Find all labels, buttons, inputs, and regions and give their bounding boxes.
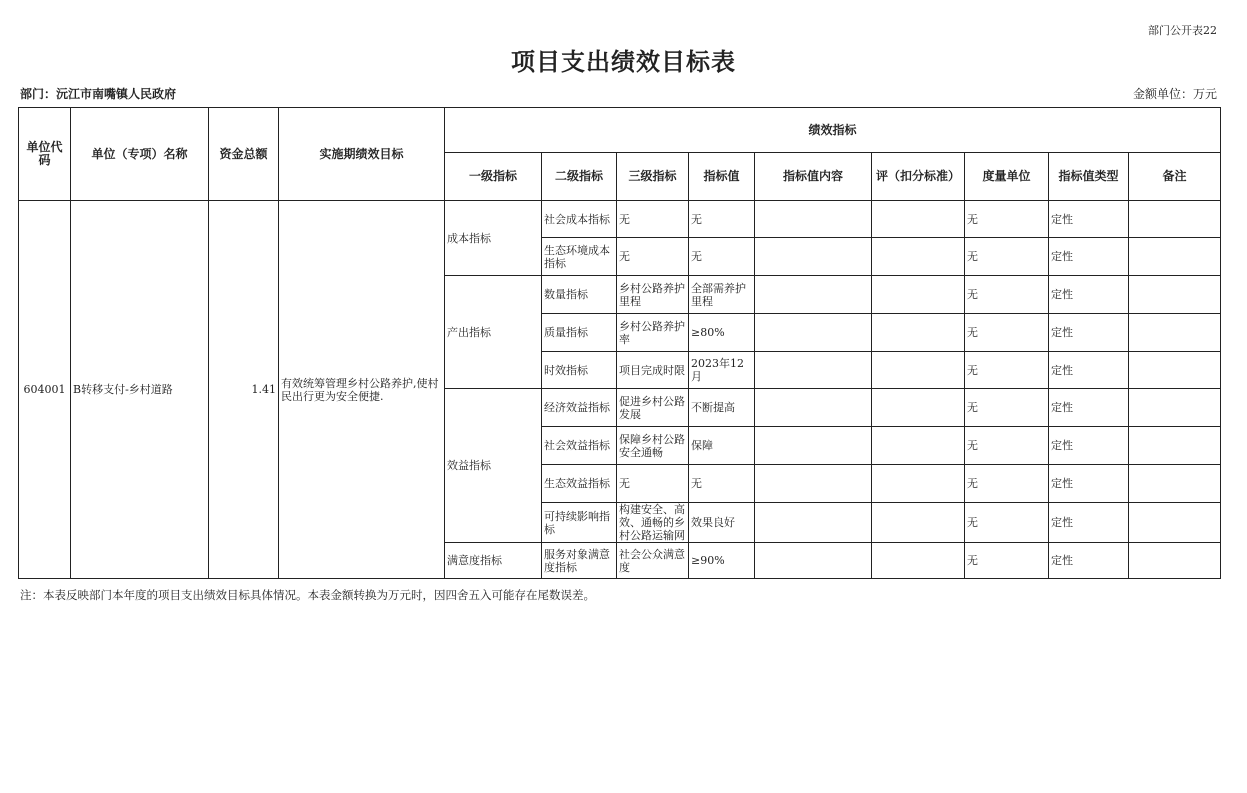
scoring-cell bbox=[872, 238, 965, 276]
footnote: 注：本表反映部门本年度的项目支出绩效目标具体情况。本表金额转换为万元时，因四舍五入可能存在尾数误差。 bbox=[20, 588, 595, 602]
level3-cell: 社会公众满意度 bbox=[617, 543, 689, 579]
value-content-cell bbox=[755, 201, 872, 238]
level1-cell: 产出指标 bbox=[445, 276, 542, 389]
value-content-cell bbox=[755, 276, 872, 314]
department-label: 部门：沅江市南嘴镇人民政府 bbox=[20, 87, 177, 101]
scoring-cell bbox=[872, 314, 965, 352]
measure-unit-cell: 无 bbox=[965, 238, 1049, 276]
value-type-cell: 定性 bbox=[1049, 427, 1129, 465]
value-cell: 无 bbox=[689, 465, 755, 503]
level1-cell: 满意度指标 bbox=[445, 543, 542, 579]
unit-code-cell: 604001 bbox=[19, 201, 71, 579]
amount-unit-label: 金额单位：万元 bbox=[1132, 87, 1217, 101]
level3-cell: 促进乡村公路发展 bbox=[617, 389, 689, 427]
measure-unit-cell: 无 bbox=[965, 543, 1049, 579]
remark-cell bbox=[1129, 314, 1221, 352]
value-cell: ≥80% bbox=[689, 314, 755, 352]
value-content-cell bbox=[755, 543, 872, 579]
unit-name-cell: B转移支付-乡村道路 bbox=[71, 201, 209, 579]
total-funds-cell: 1.41 bbox=[209, 201, 279, 579]
period-goal-cell: 有效统筹管理乡村公路养护,使村民出行更为安全便捷. bbox=[279, 201, 445, 579]
level2-cell: 社会成本指标 bbox=[542, 201, 617, 238]
value-type-cell: 定性 bbox=[1049, 465, 1129, 503]
remark-cell bbox=[1129, 503, 1221, 543]
header-measure-unit: 度量单位 bbox=[965, 153, 1049, 201]
level1-cell: 成本指标 bbox=[445, 201, 542, 276]
measure-unit-cell: 无 bbox=[965, 503, 1049, 543]
header-level2: 二级指标 bbox=[542, 153, 617, 201]
measure-unit-cell: 无 bbox=[965, 427, 1049, 465]
value-content-cell bbox=[755, 465, 872, 503]
value-content-cell bbox=[755, 427, 872, 465]
header-value: 指标值 bbox=[689, 153, 755, 201]
header-level3: 三级指标 bbox=[617, 153, 689, 201]
value-cell: 保障 bbox=[689, 427, 755, 465]
scoring-cell bbox=[872, 201, 965, 238]
measure-unit-cell: 无 bbox=[965, 465, 1049, 503]
level2-cell: 生态环境成本指标 bbox=[542, 238, 617, 276]
scoring-cell bbox=[872, 543, 965, 579]
level2-cell: 质量指标 bbox=[542, 314, 617, 352]
header-scoring: 评（扣分标准） bbox=[872, 153, 965, 201]
value-content-cell bbox=[755, 352, 872, 389]
value-type-cell: 定性 bbox=[1049, 201, 1129, 238]
header-perf-indicators: 绩效指标 bbox=[445, 108, 1221, 153]
header-total-funds: 资金总额 bbox=[209, 108, 279, 201]
measure-unit-cell: 无 bbox=[965, 201, 1049, 238]
level2-cell: 数量指标 bbox=[542, 276, 617, 314]
value-type-cell: 定性 bbox=[1049, 238, 1129, 276]
value-type-cell: 定性 bbox=[1049, 503, 1129, 543]
level2-cell: 时效指标 bbox=[542, 352, 617, 389]
measure-unit-cell: 无 bbox=[965, 276, 1049, 314]
value-cell: 效果良好 bbox=[689, 503, 755, 543]
table-row bbox=[19, 201, 1221, 238]
form-number: 部门公开表22 bbox=[1148, 24, 1217, 37]
header-period-goal: 实施期绩效目标 bbox=[279, 108, 445, 201]
value-cell: 2023年12月 bbox=[689, 352, 755, 389]
remark-cell bbox=[1129, 201, 1221, 238]
header-value-type: 指标值类型 bbox=[1049, 153, 1129, 201]
remark-cell bbox=[1129, 352, 1221, 389]
value-type-cell: 定性 bbox=[1049, 543, 1129, 579]
value-type-cell: 定性 bbox=[1049, 276, 1129, 314]
page-title: 项目支出绩效目标表 bbox=[511, 47, 736, 76]
level2-cell: 生态效益指标 bbox=[542, 465, 617, 503]
level3-cell: 乡村公路养护里程 bbox=[617, 276, 689, 314]
scoring-cell bbox=[872, 276, 965, 314]
value-cell: 无 bbox=[689, 238, 755, 276]
level2-cell: 经济效益指标 bbox=[542, 389, 617, 427]
header-unit-code: 单位代码 bbox=[19, 108, 71, 201]
header-remark: 备注 bbox=[1129, 153, 1221, 201]
header-unit-name: 单位（专项）名称 bbox=[71, 108, 209, 201]
level3-cell: 无 bbox=[617, 465, 689, 503]
level3-cell: 保障乡村公路安全通畅 bbox=[617, 427, 689, 465]
value-content-cell bbox=[755, 238, 872, 276]
level2-cell: 社会效益指标 bbox=[542, 427, 617, 465]
value-content-cell bbox=[755, 314, 872, 352]
value-cell: 不断提高 bbox=[689, 389, 755, 427]
scoring-cell bbox=[872, 503, 965, 543]
value-cell: ≥90% bbox=[689, 543, 755, 579]
value-type-cell: 定性 bbox=[1049, 314, 1129, 352]
performance-table bbox=[18, 107, 1221, 579]
level3-cell: 无 bbox=[617, 238, 689, 276]
scoring-cell bbox=[872, 352, 965, 389]
measure-unit-cell: 无 bbox=[965, 389, 1049, 427]
scoring-cell bbox=[872, 427, 965, 465]
header-level1: 一级指标 bbox=[445, 153, 542, 201]
remark-cell bbox=[1129, 543, 1221, 579]
level3-cell: 乡村公路养护率 bbox=[617, 314, 689, 352]
level2-cell: 服务对象满意度指标 bbox=[542, 543, 617, 579]
measure-unit-cell: 无 bbox=[965, 314, 1049, 352]
scoring-cell bbox=[872, 465, 965, 503]
measure-unit-cell: 无 bbox=[965, 352, 1049, 389]
remark-cell bbox=[1129, 238, 1221, 276]
scoring-cell bbox=[872, 389, 965, 427]
value-content-cell bbox=[755, 389, 872, 427]
level3-cell: 项目完成时限 bbox=[617, 352, 689, 389]
value-type-cell: 定性 bbox=[1049, 352, 1129, 389]
remark-cell bbox=[1129, 427, 1221, 465]
header-value-content: 指标值内容 bbox=[755, 153, 872, 201]
value-content-cell bbox=[755, 503, 872, 543]
remark-cell bbox=[1129, 276, 1221, 314]
level3-cell: 构建安全、高效、通畅的乡村公路运输网 bbox=[617, 503, 689, 543]
remark-cell bbox=[1129, 465, 1221, 503]
level3-cell: 无 bbox=[617, 201, 689, 238]
level1-cell: 效益指标 bbox=[445, 389, 542, 543]
remark-cell bbox=[1129, 389, 1221, 427]
value-cell: 无 bbox=[689, 201, 755, 238]
level2-cell: 可持续影响指标 bbox=[542, 503, 617, 543]
value-cell: 全部需养护里程 bbox=[689, 276, 755, 314]
value-type-cell: 定性 bbox=[1049, 389, 1129, 427]
